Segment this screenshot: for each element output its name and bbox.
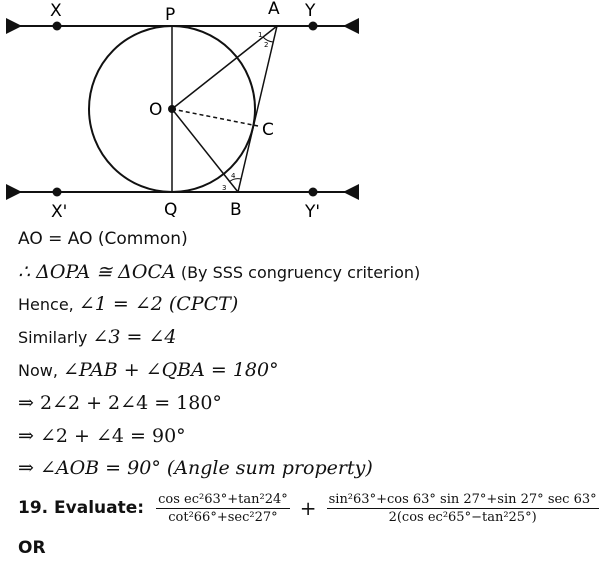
solution-line-5 bbox=[18, 358, 279, 383]
solution-line-7 bbox=[18, 424, 186, 448]
solution-line-2 bbox=[18, 260, 420, 285]
point-x-prime bbox=[53, 188, 62, 197]
fraction-1-denominator: cot²66°+sec²27° bbox=[168, 509, 278, 525]
point-y-prime bbox=[309, 188, 318, 197]
angle-label-2: 2 bbox=[264, 41, 269, 49]
solution-line-1: AO = AO (Common) bbox=[18, 229, 188, 249]
fraction-1-numerator: cos ec²63°+tan²24° bbox=[158, 491, 288, 507]
angle-label-3: 3 bbox=[222, 184, 227, 192]
label-a: A bbox=[268, 0, 280, 19]
angle-label-4: 4 bbox=[231, 172, 236, 180]
fraction-2-numerator: sin²63°+cos 63° sin 27°+sin 27° sec 63° bbox=[328, 491, 597, 507]
label-p: P bbox=[165, 5, 176, 25]
line4-prefix: Similarly bbox=[18, 328, 93, 347]
point-o bbox=[168, 105, 176, 113]
question-label: 19. Evaluate: bbox=[18, 498, 145, 518]
line6-math: ⇒ 2∠2 + 2∠4 = 180° bbox=[18, 392, 222, 414]
congruence-reason: (By SSS congruency criterion) bbox=[175, 263, 421, 282]
fraction-2-denominator: 2(cos ec²65°−tan²25°) bbox=[388, 509, 537, 525]
line7-math: ⇒ ∠2 + ∠4 = 90° bbox=[18, 425, 186, 447]
line5-prefix: Now, bbox=[18, 361, 64, 380]
solution-line-6 bbox=[18, 391, 222, 415]
congruence-statement: ∴ ΔOPA ≅ ΔOCA bbox=[18, 261, 176, 283]
point-x bbox=[53, 22, 62, 31]
tangent-ab bbox=[238, 26, 277, 192]
label-x: X bbox=[50, 1, 62, 21]
line3-math: ∠1 = ∠2 (CPCT) bbox=[78, 293, 239, 315]
solution-line-8 bbox=[18, 456, 373, 480]
line4-math: ∠3 = ∠4 bbox=[92, 326, 177, 348]
fraction-1 bbox=[156, 491, 290, 526]
line5-math: ∠PAB + ∠QBA = 180° bbox=[63, 359, 279, 381]
plus-sign: + bbox=[299, 496, 317, 520]
label-y-prime: Y' bbox=[305, 202, 321, 222]
fraction-2 bbox=[327, 491, 599, 526]
point-y bbox=[309, 22, 318, 31]
label-q: Q bbox=[164, 200, 178, 220]
line8-math: ⇒ ∠AOB = 90° (Angle sum property) bbox=[18, 457, 373, 479]
or-label: OR bbox=[18, 538, 46, 558]
label-x-prime: X' bbox=[51, 202, 68, 222]
label-c: C bbox=[262, 120, 274, 140]
solution-line-4 bbox=[18, 325, 176, 350]
solution-line-3 bbox=[18, 292, 238, 317]
label-o: O bbox=[149, 100, 163, 120]
tangent-circle-figure bbox=[0, 0, 360, 222]
segment-oc bbox=[172, 109, 258, 126]
label-y: Y bbox=[305, 1, 316, 21]
label-b: B bbox=[230, 200, 242, 220]
segment-ob bbox=[172, 109, 238, 192]
line3-prefix: Hence, bbox=[18, 295, 79, 314]
angle-label-1: 1 bbox=[258, 31, 263, 39]
question-19 bbox=[18, 484, 599, 531]
